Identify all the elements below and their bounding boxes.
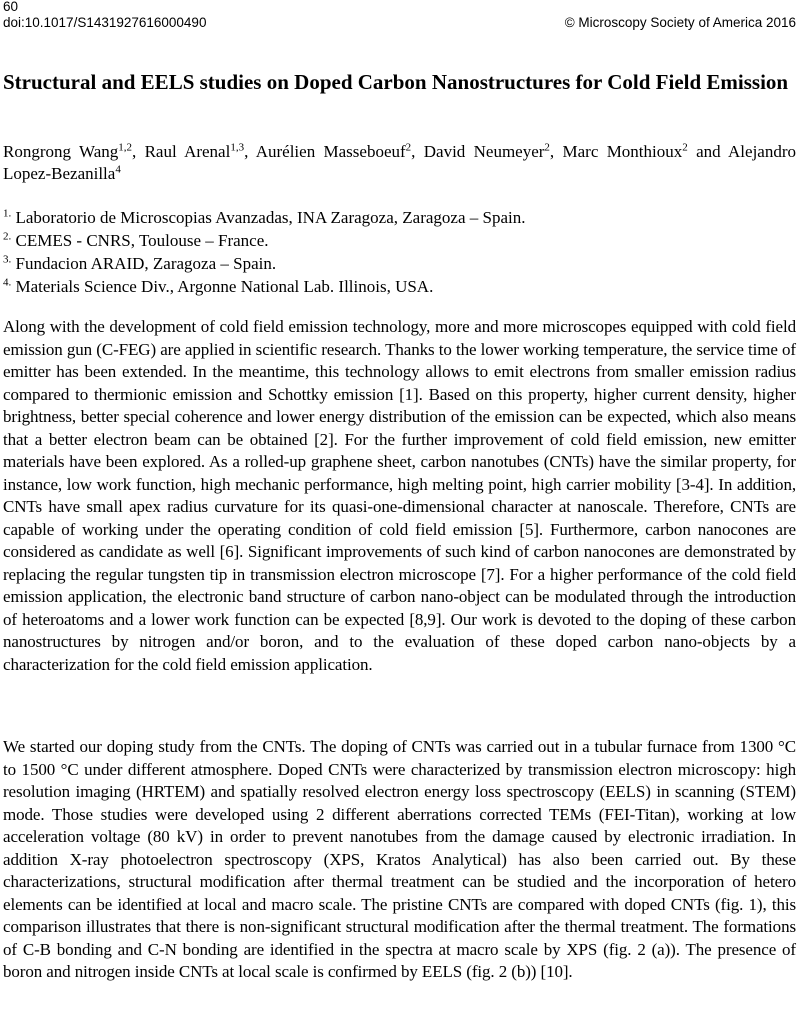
affiliation: $^{2.}$ CEMES - CNRS, Toulouse – France. (3, 230, 269, 250)
author: Raul Arenal$^{1,3}$, (144, 141, 256, 161)
body-paragraph-methods: We started our doping study from the CNTs. The doping of CNTs was carried out in a tubular furnace from 1300 °C to 1500 °C under different atmosphere. Doped CNTs were characterized by transmission electron microscopy: high resolution imaging (HRTEM) and spatially resolved electron energy loss spectroscopy (EELS) in scanning (STEM) mode. Those studies were developed using 2 different aberrations corrected TEMs (FEI-Titan), working at low acceleration voltage (80 kV) in order to prevent nanotubes from the damage caused by electronic irradiation. In addition X-ray photoelectron spectroscopy (XPS, Kratos Analytical) has also been carried out. By these characterizations, structural modification after thermal treatment can be studied and the incorporation of hetero elements can be identified at local and macro scale. The pristine CNTs are compared with doped CNTs (fig. 1), this comparison illustrates that there is non-significant structural modification after the thermal treatment. The formations of C-B bonding and C-N bonding are identified in the spectra at macro scale by XPS (fig. 2 (a)). The presence of boron and nitrogen inside CNTs at local scale is confirmed by EELS (fig. 2 (b)) [10]. (3, 737, 796, 981)
author: David Neumeyer$^2$, (423, 141, 563, 161)
affiliation-list (3, 206, 796, 298)
author-list (3, 141, 796, 185)
affiliation: $^{1.}$ Laboratorio de Microscopias Avanzadas, INA Zaragoza, Zaragoza – Spain. (3, 207, 526, 227)
body-paragraph-intro: Along with the development of cold field emission technology, more and more microscopes equipped with cold field emission gun (C-FEG) are applied in scientific research. Thanks to the lower working temperature, the service time of emitter has been extended. In the meantime, this technology allows to emit electrons from smaller emission radius compared to thermionic emission and Schottky emission [1]. Based on this property, higher current density, higher brightness, better special coherence and lower energy distribution of the emission can be expected, which also means that a better electron beam can be obtained [2]. For the further improvement of cold field emission, new emitter materials have been explored. As a rolled-up graphene sheet, carbon nanotubes (CNTs) have the similar property, for instance, low work function, high mechanic performance, high melting point, high carrier mobility [3-4]. In addition, CNTs have small apex radius curvature for its quasi-one-dimensional character at nanoscale. Therefore, CNTs are capable of working under the operating condition of cold field emission [5]. Furthermore, carbon nanocones are considered as candidate as well [6]. Significant improvements of such kind of carbon nanocones are demonstrated by replacing the regular tungsten tip in transmission electron microscope [7]. For a higher performance of the cold field emission application, the electronic band structure of carbon nano-object can be modulated through the introduction of heteroatoms and a lower work function can be expected [8,9]. Our work is devoted to the doping of these carbon nanostructures by nitrogen and/or boron, and to the evaluation of these doped carbon nano-objects by a characterization for the cold field emission application. (3, 317, 796, 674)
author: Marc Monthioux$^2$ and (562, 141, 729, 161)
doi[interactable]: doi:10.1017/S1431927616000490 (3, 15, 207, 30)
author: Aurélien Masseboeuf$^2$, (255, 141, 424, 161)
copyright-notice: © Microscopy Society of America 2016 (564, 15, 796, 30)
affiliation: $^{4.}$ Materials Science Div., Argonne National Lab. Illinois, USA. (3, 276, 434, 296)
paper-title: Structural and EELS studies on Doped Carbon Nanostructures for Cold Field Emission (3, 70, 789, 94)
affiliation: $^{3.}$ Fundacion ARAID, Zaragoza – Spain. (3, 253, 277, 273)
author: Rongrong Wang$^{1,2}$, (3, 141, 145, 161)
author: Alejandro Lopez-Bezanilla$^4$ (3, 142, 797, 183)
page-number: 60 (3, 0, 19, 14)
